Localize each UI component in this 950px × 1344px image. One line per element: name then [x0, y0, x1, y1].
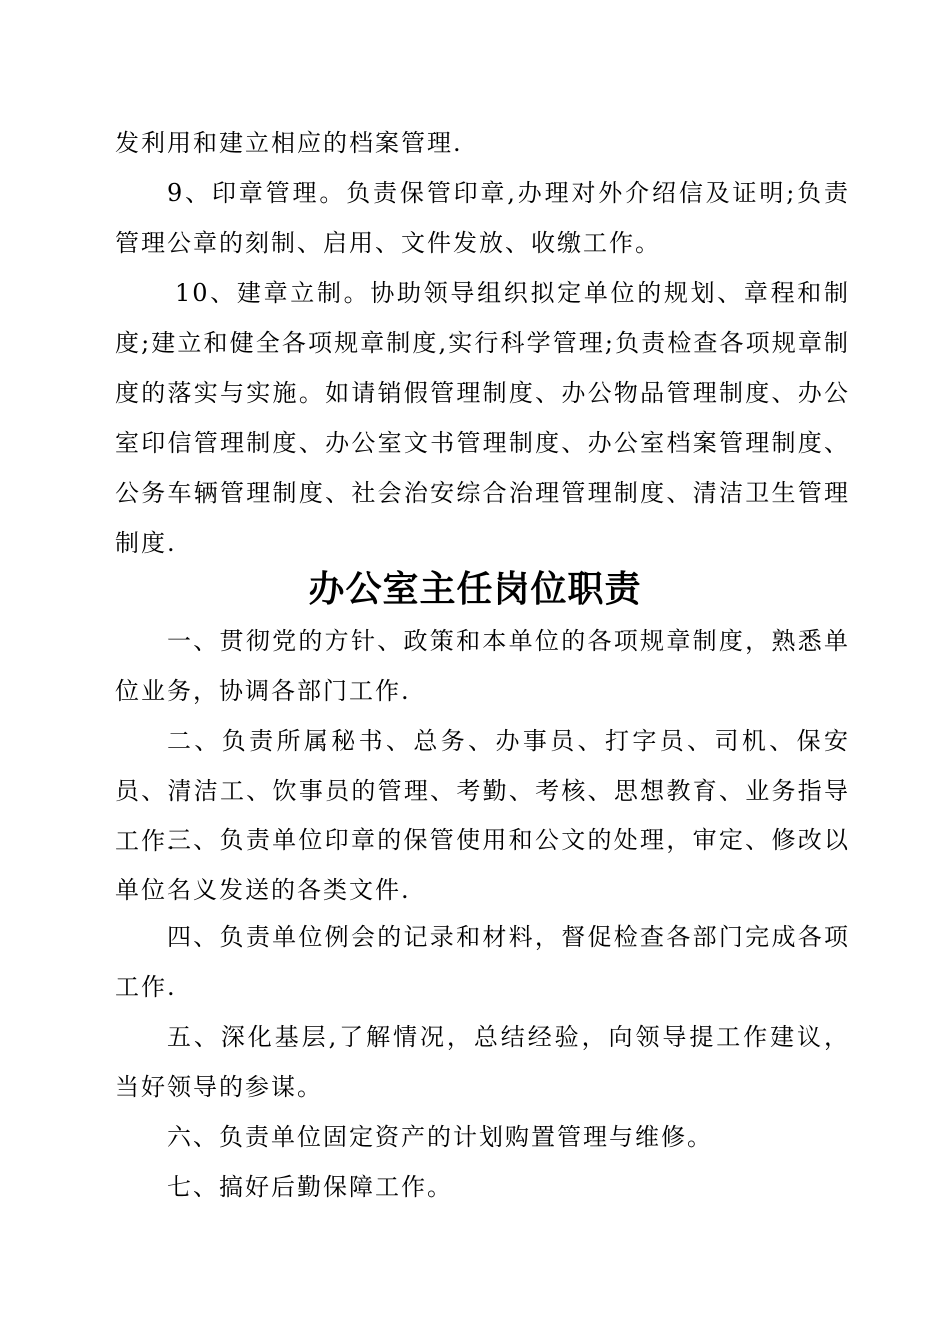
responsibility-item-2: 二、负责所属秘书、总务、办事员、打字员、司机、保安员、清洁工、饮事员的管理、考勤、考核、思想教育、业务指导工作. [115, 727, 850, 855]
responsibility-item-7: 七、搞好后勤保障工作。 [167, 1173, 453, 1201]
responsibility-item-5: 五、深化基层,了解情况，总结经验，向领导提工作建议，当好领导的参谋。 [115, 1023, 850, 1101]
page-title: 办公室主任岗位职责 [308, 569, 642, 610]
responsibility-item-3: 三、负责单位印章的保管使用和公文的处理，审定、修改以单位名义发送的各类文件. [115, 826, 850, 904]
responsibility-item-4: 四、负责单位例会的记录和材料，督促检查各部门完成各项工作. [115, 923, 850, 1001]
responsibility-item-1: 一、贯彻党的方针、政策和本单位的各项规章制度，熟悉单位业务，协调各部门工作. [115, 627, 850, 705]
duty-item-10: 10、建章立制。协助领导组织拟定单位的规划、章程和制度;建立和健全各项规章制度,实行科学管理;负责检查各项规章制度的落实与实施。如请销假管理制度、办公物品管理制度、办公室印信管理制度、办公室文书管理制度、办公室档案管理制度、公务车辆管理制度、社会治安综合治理管理制度、清洁卫生管理制度. [115, 279, 850, 557]
responsibility-item-6: 六、负责单位固定资产的计划购置管理与维修。 [167, 1123, 713, 1151]
duty-item-9: 9、印章管理。负责保管印章,办理对外介绍信及证明;负责管理公章的刻制、启用、文件发放、收缴工作。 [115, 179, 850, 257]
continuation-paragraph: 发利用和建立相应的档案管理. [115, 129, 463, 157]
